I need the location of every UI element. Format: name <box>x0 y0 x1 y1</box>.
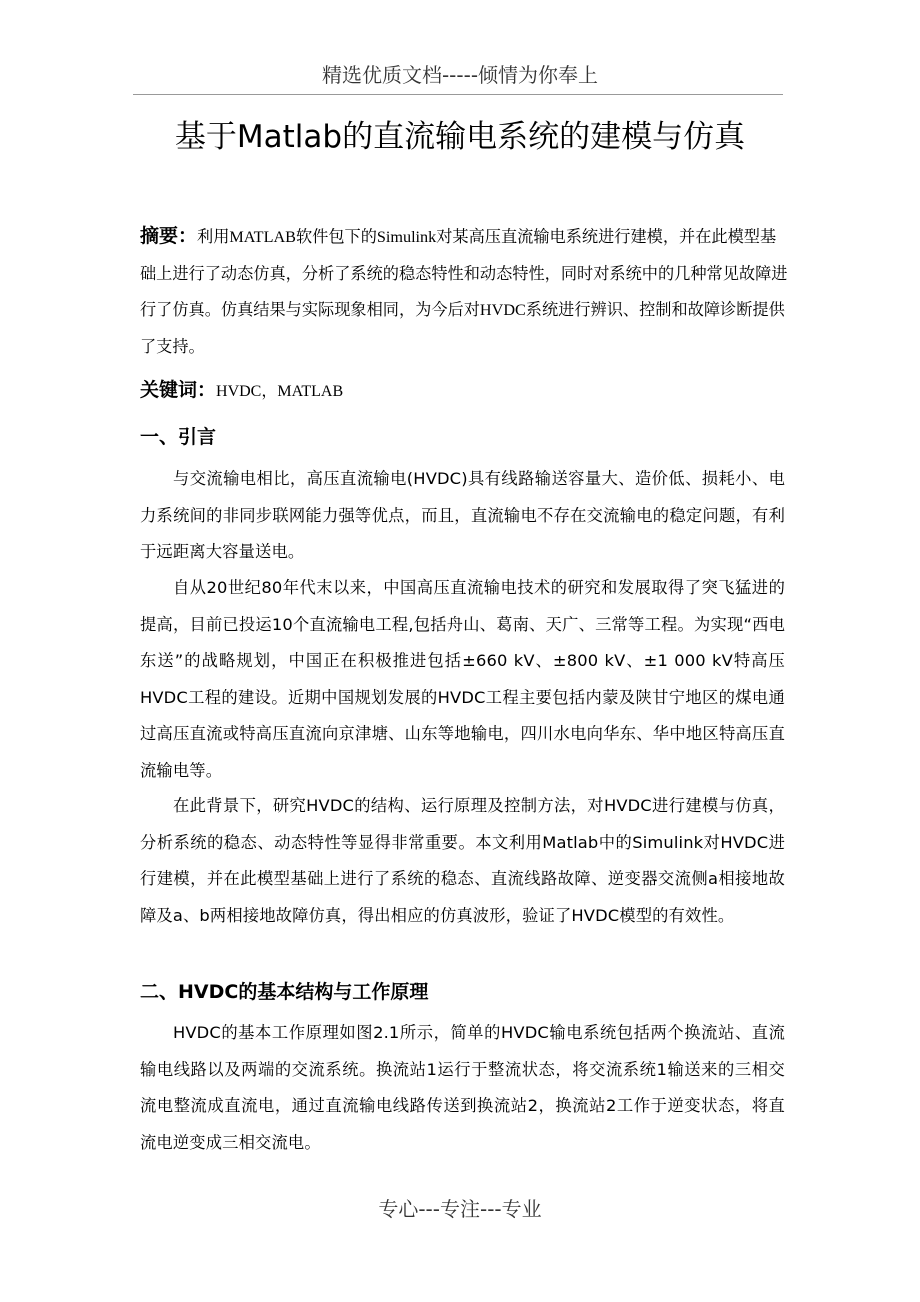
section-heading-introduction: 一、引言 <box>140 426 217 448</box>
paragraph: 在此背景下，研究HVDC的结构、运行原理及控制方法，对HVDC进行建模与仿真，分析系统的稳态、动态特性等显得非常重要。本文利用Matlab中的Simulink对HVDC进行建模，并在此模型基础上进行了系统的稳态、直流线路故障、逆变器交流侧a相接地故障及a、b两相接地故障仿真，得出相应的仿真波形，验证了HVDC模型的有效性。 <box>140 796 785 925</box>
abstract <box>140 218 790 365</box>
paragraph: HVDC的基本工作原理如图2.1所示，简单的HVDC输电系统包括两个换流站、直流输电线路以及两端的交流系统。换流站1运行于整流状态，将交流系统1输送来的三相交流电整流成直流电，通过直流输电线路传送到换流站2，换流站2工作于逆变状态，将直流电逆变成三相交流电。 <box>140 1023 785 1152</box>
page-header: 精选优质文档-----倾情为你奉上 <box>321 63 599 87</box>
abstract-label: 摘要： <box>140 225 198 247</box>
keywords-label: 关键词： <box>140 379 217 401</box>
keywords-text: HVDC，MATLAB <box>216 383 344 400</box>
document-title: 基于Matlab的直流输电系统的建模与仿真 <box>174 119 746 155</box>
page-footer: 专心---专注---专业 <box>378 1197 542 1221</box>
abstract-text: 利用MATLAB软件包下的Simulink对某高压直流输电系统进行建模，并在此模型基础上进行了动态仿真，分析了系统的稳态特性和动态特性，同时对系统中的几种常见故障进行了仿真。仿真结果与实际现象相同，为今后对HVDC系统进行辨识、控制和故障诊断提供了支持。 <box>140 228 788 356</box>
header-divider <box>133 94 783 95</box>
paragraph: 自从20世纪80年代末以来，中国高压直流输电技术的研究和发展取得了突飞猛进的提高，目前已投运10个直流输电工程,包括舟山、葛南、天广、三常等工程。为实现“西电东送”的战略规划，中国正在积极推进包括±660 kV、±800 kV、±1 000 kV特高压HVDC工程的建设。近期中国规划发展的HVDC工程主要包括内蒙及陕甘宁地区的煤电通过高压直流或特高压直流向京津塘、山东等地输电，四川水电向华东、华中地区特高压直流输电等。 <box>140 578 785 780</box>
section-heading-hvdc-structure: 二、HVDC的基本结构与工作原理 <box>140 981 429 1003</box>
keywords <box>140 375 790 407</box>
paragraph: 与交流输电相比，高压直流输电(HVDC)具有线路输送容量大、造价低、损耗小、电力系统间的非同步联网能力强等优点，而且，直流输电不存在交流输电的稳定问题，有利于远距离大容量送电。 <box>140 469 785 561</box>
